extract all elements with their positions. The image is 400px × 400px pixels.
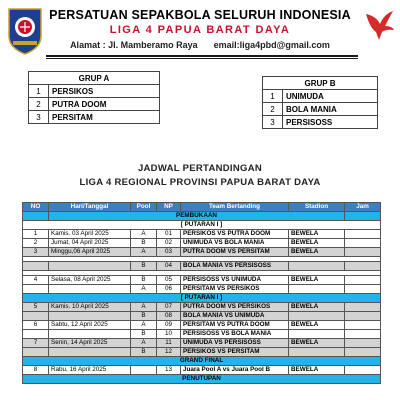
row-pool: A: [131, 339, 157, 348]
garuda-bird-icon: [362, 8, 396, 42]
row-date: Jumat, 04 April 2025: [49, 239, 131, 248]
schedule-rows-final: [23, 366, 381, 375]
team-number: 1: [263, 90, 283, 103]
group-b-row: [263, 116, 378, 129]
table-row: [23, 321, 381, 330]
row-match: PERSISOSS VS UNIMUDA: [181, 276, 289, 285]
row-pool: A: [131, 303, 157, 312]
team-name: PUTRA DOOM: [49, 98, 160, 111]
row-pool: B: [131, 348, 157, 357]
row-no: 4: [23, 276, 49, 285]
table-row: [23, 366, 381, 375]
row-pool: A: [131, 230, 157, 239]
col-header-no: NO: [23, 203, 49, 212]
group-b-table: [262, 76, 378, 129]
row-match: PERSITAM VS PUTRA DOOM: [181, 321, 289, 330]
contact-line: [0, 40, 400, 50]
band-opening: [23, 212, 381, 221]
row-time: [345, 230, 381, 239]
row-date: [49, 312, 131, 321]
group-b-row: [263, 90, 378, 103]
row-no: [23, 348, 49, 357]
row-date: [49, 348, 131, 357]
row-time: [345, 248, 381, 257]
row-match: PERSIKOS VS PUTRA DOOM: [181, 230, 289, 239]
team-number: 3: [29, 111, 49, 124]
row-date: [49, 330, 131, 339]
row-no: 6: [23, 321, 49, 330]
schedule-title: JADWAL PERTANDINGAN: [137, 163, 263, 174]
row-stadium: BEWELA: [289, 230, 345, 239]
row-pool: B: [131, 239, 157, 248]
col-header-match: Team Bertanding: [181, 203, 289, 212]
address-text: Alamat : Jl. Mamberamo Raya: [70, 40, 198, 50]
row-np: 12: [157, 348, 181, 357]
email-text: email:liga4pbd@gmail.com: [213, 40, 330, 50]
row-stadium: BEWELA: [289, 239, 345, 248]
row-match: PERSISOSS VS BOLA MANIA: [181, 330, 289, 339]
row-pool: B: [131, 262, 157, 271]
row-no: [23, 285, 49, 294]
row-np: 06: [157, 285, 181, 294]
row-match: PERSIKOS VS PERSITAM: [181, 348, 289, 357]
table-row: [23, 348, 381, 357]
row-date: Senin, 14 April 2025: [49, 339, 131, 348]
team-name: BOLA MANIA: [283, 103, 378, 116]
row-no: 2: [23, 239, 49, 248]
row-no: 8: [23, 366, 49, 375]
row-time: [345, 339, 381, 348]
band-closing: [23, 375, 381, 384]
row-stadium: BEWELA: [289, 276, 345, 285]
row-no: [23, 262, 49, 271]
row-stadium: BEWELA: [289, 339, 345, 348]
row-np: 02: [157, 239, 181, 248]
row-match: Juara Pool A vs Juara Pool B: [181, 366, 289, 375]
row-stadium: [289, 312, 345, 321]
row-time: [345, 276, 381, 285]
table-row: [23, 330, 381, 339]
group-a-row: [29, 98, 160, 111]
row-time: [345, 312, 381, 321]
team-name: UNIMUDA: [283, 90, 378, 103]
table-row: [23, 248, 381, 257]
row-time: [345, 303, 381, 312]
row-match: BOLA MANIA VS UNIMUDA: [181, 312, 289, 321]
schedule-rows-round2: [23, 303, 381, 357]
row-date: Minggu,06 April 2025: [49, 248, 131, 257]
team-number: 1: [29, 85, 49, 98]
col-header-date: Hari/Tanggal: [49, 203, 131, 212]
table-row: [23, 285, 381, 294]
league-title: LIGA 4 PAPUA BARAT DAYA: [109, 24, 291, 36]
row-time: [345, 262, 381, 271]
row-time: [345, 321, 381, 330]
table-row: [23, 230, 381, 239]
team-number: 2: [29, 98, 49, 111]
row-no: 5: [23, 303, 49, 312]
row-no: 7: [23, 339, 49, 348]
band-final: [23, 357, 381, 366]
row-date: Kamis. 03 April 2025: [49, 230, 131, 239]
row-no: 1: [23, 230, 49, 239]
row-pool: B: [131, 312, 157, 321]
row-date: [49, 285, 131, 294]
row-time: [345, 348, 381, 357]
row-np: 08: [157, 312, 181, 321]
org-title: PERSATUAN SEPAKBOLA SELURUH INDONESIA: [49, 8, 351, 22]
row-stadium: BEWELA: [289, 248, 345, 257]
table-row: [23, 239, 381, 248]
group-a-row: [29, 111, 160, 124]
schedule-table: [22, 202, 381, 384]
row-date: [49, 262, 131, 271]
row-time: [345, 239, 381, 248]
row-no: [23, 330, 49, 339]
row-match: BOLA MANIA VS PERSISOSS: [181, 262, 289, 271]
band-round2: [23, 294, 381, 303]
row-time: [345, 285, 381, 294]
row-no: 3: [23, 248, 49, 257]
schedule-rows-round1: [23, 230, 381, 294]
row-pool: A: [131, 321, 157, 330]
row-stadium: BEWELA: [289, 366, 345, 375]
col-header-pool: Pool: [131, 203, 157, 212]
table-row: [23, 339, 381, 348]
row-np: 03: [157, 248, 181, 257]
header-rule-thin: [46, 58, 358, 59]
row-stadium: [289, 262, 345, 271]
col-header-stadium: Stadion: [289, 203, 345, 212]
row-stadium: [289, 330, 345, 339]
schedule-subtitle: LIGA 4 REGIONAL PROVINSI PAPUA BARAT DAYA: [79, 177, 321, 188]
band-label: PENUTUPAN: [23, 375, 381, 384]
group-a-row: [29, 85, 160, 98]
table-row: [23, 303, 381, 312]
row-stadium: BEWELA: [289, 303, 345, 312]
group-b-row: [263, 103, 378, 116]
col-header-time: Jam: [345, 203, 381, 212]
row-no: [23, 312, 49, 321]
row-date: Rabu, 16 April 2025: [49, 366, 131, 375]
row-stadium: [289, 348, 345, 357]
row-stadium: [289, 285, 345, 294]
table-row: [23, 276, 381, 285]
row-match: UNIMUDA VS PERSISOSS: [181, 339, 289, 348]
row-match: PERSITAM VS PERSIKOS: [181, 285, 289, 294]
row-np: 01: [157, 230, 181, 239]
row-time: [345, 366, 381, 375]
row-pool: A: [131, 285, 157, 294]
row-match: PUTRA DOOM VS PERSITAM: [181, 248, 289, 257]
row-pool: A: [131, 248, 157, 257]
team-number: 2: [263, 103, 283, 116]
row-pool: B: [131, 276, 157, 285]
row-stadium: BEWELA: [289, 321, 345, 330]
group-a-table: [28, 71, 160, 124]
table-row: [23, 262, 381, 271]
group-b-title: GRUP B: [263, 77, 378, 90]
row-np: 07: [157, 303, 181, 312]
group-a-title: GRUP A: [29, 72, 160, 85]
row-match: PUTRA DOOM VS PERSIKOS: [181, 303, 289, 312]
table-row: [23, 312, 381, 321]
row-time: [345, 330, 381, 339]
row-np: 13: [157, 366, 181, 375]
row-pool: [131, 366, 157, 375]
col-header-np: NP: [157, 203, 181, 212]
row-np: 09: [157, 321, 181, 330]
row-np: 04: [157, 262, 181, 271]
team-number: 3: [263, 116, 283, 129]
band-round1: [23, 221, 381, 230]
row-date: Sabtu, 12 April 2025: [49, 321, 131, 330]
row-np: 10: [157, 330, 181, 339]
row-date: Kamis. 10 April 2025: [49, 303, 131, 312]
team-name: PERSITAM: [49, 111, 160, 124]
team-name: PERSIKOS: [49, 85, 160, 98]
schedule-header-row: [23, 203, 381, 212]
band-label: [ PUTARAN I ]: [23, 221, 381, 230]
band-label: GRAND FINAL: [23, 357, 381, 366]
band-label: PEMBUKAAN: [49, 212, 345, 221]
row-pool: B: [131, 330, 157, 339]
header-rule: [46, 55, 358, 57]
row-date: Selasa, 08 April 2025: [49, 276, 131, 285]
row-np: 11: [157, 339, 181, 348]
band-label: [ PUTARAN I ]: [23, 294, 381, 303]
row-match: UNIMUDA VS BOLA MANIA: [181, 239, 289, 248]
row-np: 05: [157, 276, 181, 285]
team-name: PERSISOSS: [283, 116, 378, 129]
